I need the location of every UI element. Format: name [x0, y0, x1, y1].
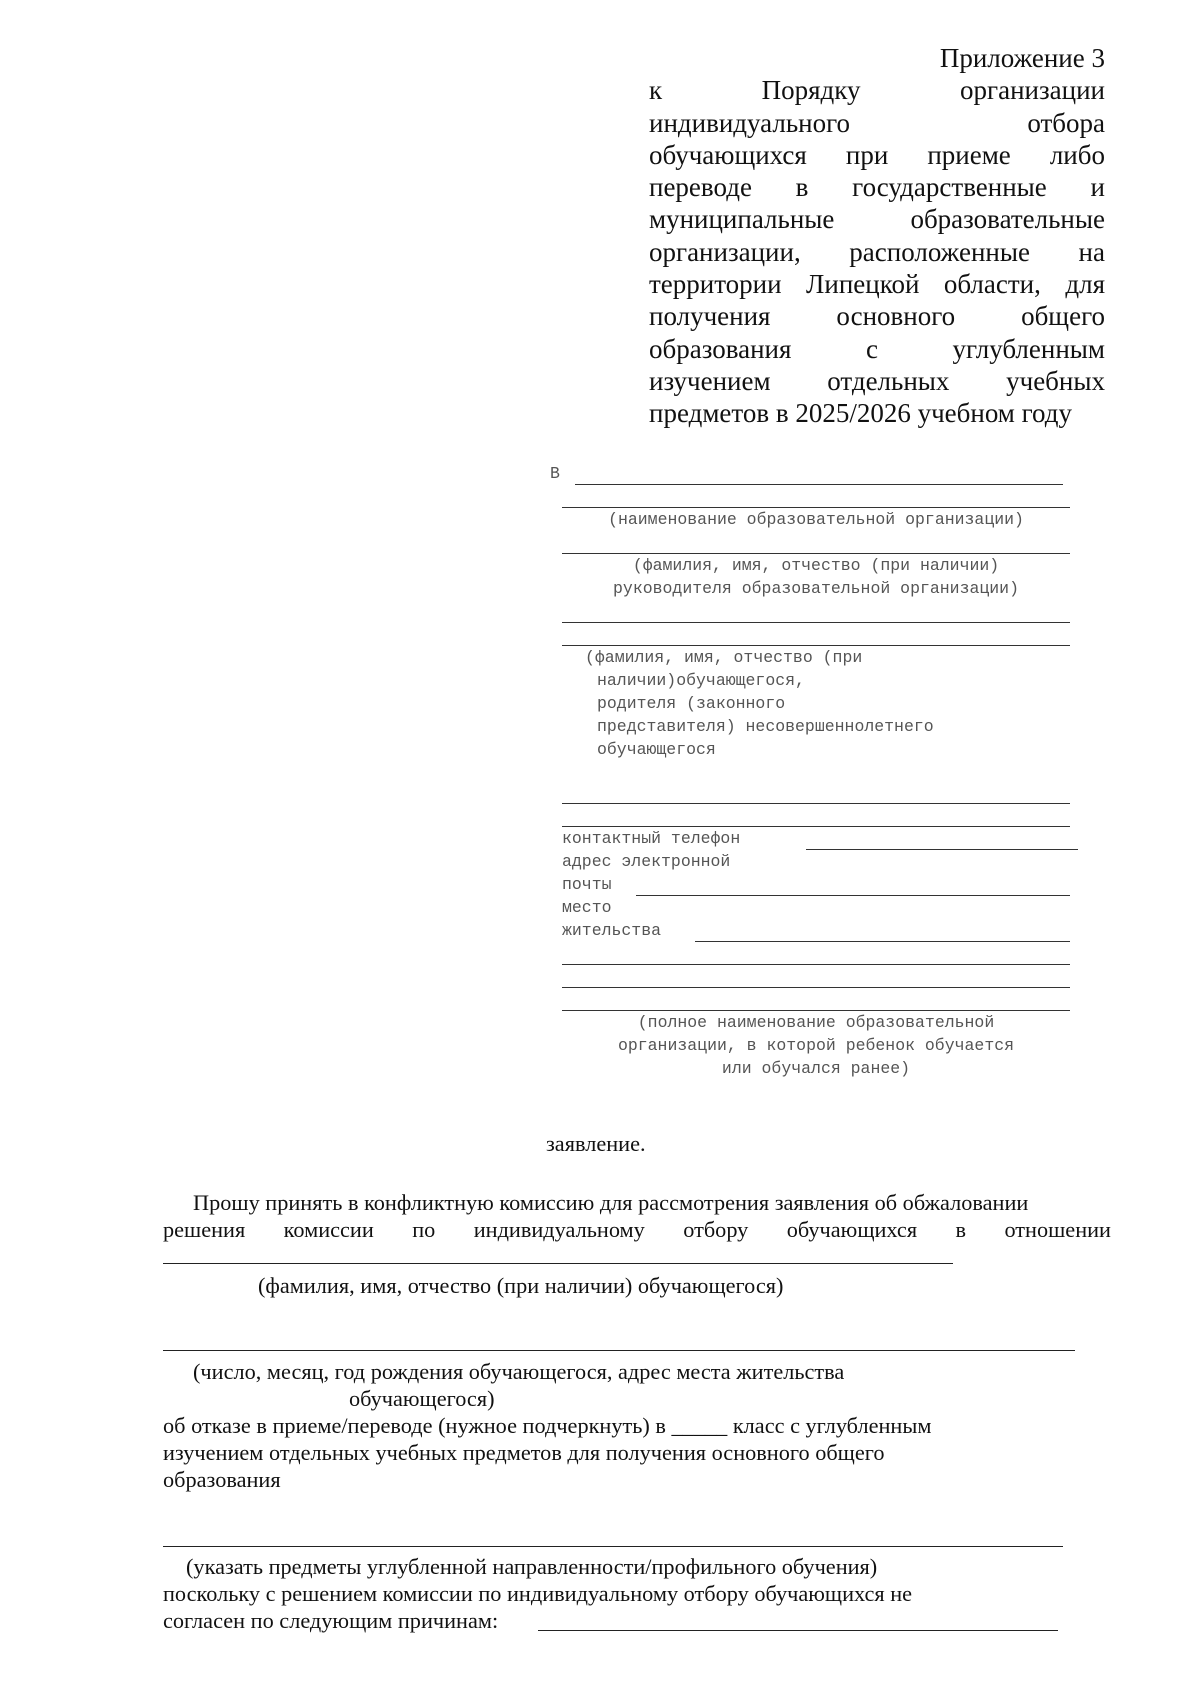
- appendix-line: территории Липецкой области, для: [649, 269, 1105, 300]
- email-field[interactable]: [636, 895, 1070, 896]
- refusal-line2: изучением отдельных учебных предметов для получения основного общего: [163, 1440, 885, 1465]
- applicant-name-field-2[interactable]: [562, 645, 1070, 646]
- disagree-line2: согласен по следующим причинам:: [163, 1608, 499, 1633]
- caption-school-1: (полное наименование образовательной: [637, 1013, 995, 1032]
- statement-heading: заявление.: [546, 1131, 646, 1156]
- blank-line[interactable]: [562, 826, 1070, 827]
- appendix-line: обучающихся при приеме либо: [649, 139, 1105, 170]
- caption-applicant-2: наличии)обучающегося,: [597, 671, 805, 690]
- appendix-line: муниципальные образовательные: [649, 204, 1105, 235]
- appendix-line: организации, расположенные на: [649, 236, 1105, 267]
- caption-applicant-5: обучающегося: [597, 740, 716, 759]
- refusal-line3: образования: [163, 1467, 281, 1492]
- residence-field[interactable]: [695, 941, 1070, 942]
- appendix-line: предметов в 2025/2026 учебном году: [649, 398, 1073, 429]
- school-name-field-2[interactable]: [562, 1010, 1070, 1011]
- email-label-2: почты: [562, 875, 612, 894]
- caption-head-name-1: (фамилия, имя, отчество (при наличии): [632, 556, 1000, 575]
- residence-field-2[interactable]: [562, 964, 1070, 965]
- caption-subjects: (указать предметы углубленной направленности/профильного обучения): [186, 1554, 878, 1579]
- caption-applicant-1: (фамилия, имя, отчество (при: [585, 648, 863, 667]
- blank-line[interactable]: [562, 803, 1070, 804]
- caption-applicant-4: представителя) несовершеннолетнего: [597, 717, 934, 736]
- appendix-line: индивидуального отбора: [649, 107, 1105, 138]
- refusal-line1: об отказе в приеме/переводе (нужное подчеркнуть) в _____ класс с углубленным: [163, 1413, 932, 1438]
- appendix-line: переводе в государственные и: [649, 172, 1105, 203]
- appendix-line: получения основного общего: [649, 301, 1105, 332]
- phone-field[interactable]: [806, 849, 1078, 850]
- residence-label-1: место: [562, 898, 612, 917]
- residence-label-2: жительства: [562, 921, 662, 940]
- school-name-field[interactable]: [562, 987, 1070, 988]
- student-name-field[interactable]: [163, 1263, 953, 1264]
- reasons-field[interactable]: [538, 1630, 1058, 1631]
- caption-school-3: или обучался ранее): [721, 1059, 911, 1078]
- appendix-title: Приложение 3: [939, 43, 1105, 73]
- caption-birth-1: (число, месяц, год рождения обучающегося, адрес места жительства: [193, 1359, 845, 1384]
- subjects-field[interactable]: [163, 1546, 1063, 1547]
- para1-line2: решения комиссии по индивидуальному отбору обучающихся в отношении: [163, 1217, 1111, 1242]
- to-prefix: В: [550, 464, 560, 483]
- caption-school-2: организации, в которой ребенок обучается: [617, 1036, 1015, 1055]
- caption-head-name-2: руководителя образовательной организации): [613, 579, 1019, 598]
- para1-line1: Прошу принять в конфликтную комиссию для рассмотрения заявления об обжаловании: [193, 1190, 1029, 1215]
- caption-org-name: (наименование образовательной организации): [608, 510, 1024, 529]
- disagree-line1: поскольку с решением комиссии по индивидуальному отбору обучающихся не: [163, 1581, 913, 1606]
- appendix-line: образования с углубленным: [649, 333, 1105, 364]
- applicant-name-field[interactable]: [562, 622, 1070, 623]
- head-name-field[interactable]: [562, 553, 1070, 554]
- caption-student-name: (фамилия, имя, отчество (при наличии) обучающегося): [258, 1273, 784, 1298]
- email-label-1: адрес электронной: [562, 852, 731, 871]
- birth-address-field[interactable]: [163, 1350, 1075, 1351]
- caption-applicant-3: родителя (законного: [597, 694, 786, 713]
- caption-birth-2: обучающегося): [349, 1386, 495, 1411]
- phone-label: контактный телефон: [562, 829, 741, 848]
- appendix-line: изучением отдельных учебных: [649, 365, 1105, 396]
- appendix-line: к Порядку организации: [649, 75, 1105, 106]
